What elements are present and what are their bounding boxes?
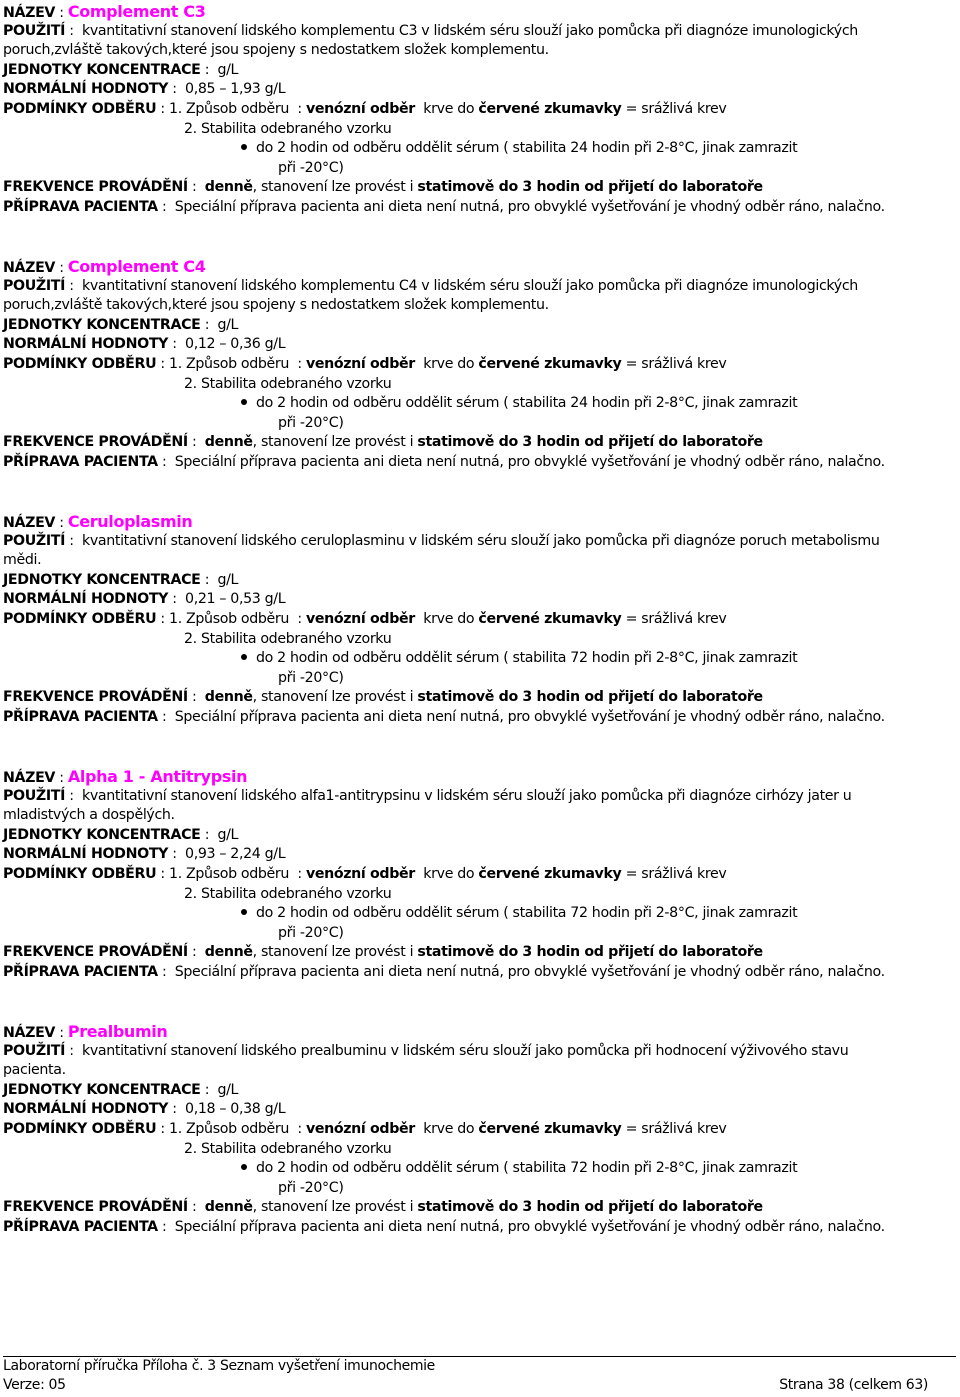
usage-label: POUŽITÍ — [3, 532, 66, 549]
test-name: Alpha 1 - Antitrypsin — [67, 767, 248, 786]
frequency-row: FREKVENCE PROVÁDĚNÍ : denně, stanovení lze provést i statimově do 3 hodin od přijetí do laboratoře — [3, 1199, 763, 1216]
normal-row: NORMÁLNÍ HODNOTY : 0,21 – 0,53 g/L — [3, 591, 286, 608]
normal-row: NORMÁLNÍ HODNOTY : 0,85 – 1,93 g/L — [3, 81, 286, 98]
name-row: NÁZEV : Complement C3 — [3, 2, 206, 21]
page-footer — [3, 1356, 956, 1395]
units-label: JEDNOTKY KONCENTRACE — [3, 826, 201, 843]
normal-label: NORMÁLNÍ HODNOTY — [3, 591, 169, 608]
preparation-text: Speciální příprava pacienta ani dieta není nutná, pro obvyklé vyšetřování je vhodný odběr ráno, nalačno. — [174, 1218, 885, 1235]
frequency-mid: , stanovení lze provést i — [252, 434, 414, 451]
bullet-row — [3, 904, 953, 924]
stability-text: 2. Stabilita odebraného vzorku — [184, 885, 392, 902]
preparation-label: PŘÍPRAVA PACIENTA — [3, 198, 158, 215]
sampling-end: = srážlivá krev — [625, 1120, 727, 1137]
usage-text: kvantitativní stanovení lidského komplementu C4 v lidském séru slouží jako pomůcka při diagnóze imunologických — [81, 277, 858, 294]
sampling-bold1: venózní odběr — [305, 1120, 415, 1137]
sampling-label: PODMÍNKY ODBĚRU — [3, 1120, 157, 1137]
sampling-mid: krve do — [423, 1120, 475, 1137]
bullet-cont-text: při -20°C) — [278, 159, 344, 176]
bullet-row — [3, 1159, 953, 1179]
usage-text: kvantitativní stanovení lidského alfa1-antitrypsinu v lidském séru slouží jako pomůcka při diagnóze cirhózy jater u — [81, 787, 852, 804]
usage-label: POUŽITÍ — [3, 277, 66, 294]
usage-row-cont — [3, 296, 953, 316]
units-value: g/L — [217, 316, 239, 333]
frequency-bold2: statimově do 3 hodin od přijetí do laboratoře — [417, 944, 763, 961]
sampling-method: Způsob odběru — [186, 355, 290, 372]
frequency-bold1: denně — [204, 689, 253, 706]
usage-text-cont: poruch,zvláště takových,které jsou spojeny s nedostatkem složek komplementu. — [3, 297, 549, 314]
units-row: JEDNOTKY KONCENTRACE : g/L — [3, 61, 239, 78]
preparation-text: Speciální příprava pacienta ani dieta není nutná, pro obvyklé vyšetřování je vhodný odběr ráno, nalačno. — [174, 708, 885, 725]
preparation-label: PŘÍPRAVA PACIENTA — [3, 1218, 158, 1235]
frequency-label: FREKVENCE PROVÁDĚNÍ — [3, 944, 188, 961]
test-entry — [3, 512, 953, 728]
frequency-bold2: statimově do 3 hodin od přijetí do laboratoře — [417, 1199, 763, 1216]
footer-version: Verze: 05 — [3, 1377, 66, 1393]
sampling-bold2: červené zkumavky — [478, 1120, 622, 1137]
frequency-bold1: denně — [204, 434, 253, 451]
bullet-row — [3, 394, 953, 414]
sampling-mid: krve do — [423, 865, 475, 882]
frequency-label: FREKVENCE PROVÁDĚNÍ — [3, 434, 188, 451]
bullet-icon — [241, 1164, 247, 1170]
sampling-end: = srážlivá krev — [625, 865, 727, 882]
preparation-row: PŘÍPRAVA PACIENTA : Speciální příprava pacienta ani dieta není nutná, pro obvyklé vyšetřování je vhodný odběr ráno, nalačno. — [3, 1218, 885, 1235]
stability-row — [3, 1140, 953, 1160]
bullet-cont-row — [3, 414, 953, 434]
units-value: g/L — [217, 61, 239, 78]
sampling-end: = srážlivá krev — [625, 355, 727, 372]
bullet-cont-row — [3, 1179, 953, 1199]
usage-row: POUŽITÍ : kvantitativní stanovení lidského komplementu C4 v lidském séru slouží jako pomůcka při diagnóze imunologických — [3, 277, 858, 294]
bullet-cont-text: při -20°C) — [278, 414, 344, 431]
usage-label: POUŽITÍ — [3, 1042, 66, 1059]
name-label: NÁZEV — [3, 5, 56, 21]
name-row: NÁZEV : Ceruloplasmin — [3, 512, 193, 531]
preparation-text: Speciální příprava pacienta ani dieta není nutná, pro obvyklé vyšetřování je vhodný odběr ráno, nalačno. — [174, 198, 885, 215]
usage-text: kvantitativní stanovení lidského prealbuminu v lidském séru slouží jako pomůcka při hodnocení výživového stavu — [81, 1042, 849, 1059]
sampling-bold2: červené zkumavky — [478, 100, 622, 117]
bullet-icon — [241, 144, 247, 150]
preparation-text: Speciální příprava pacienta ani dieta není nutná, pro obvyklé vyšetřování je vhodný odběr ráno, nalačno. — [174, 453, 885, 470]
usage-row-cont — [3, 1061, 953, 1081]
sampling-row: PODMÍNKY ODBĚRU : 1. Způsob odběru : venózní odběr krve do červené zkumavky = srážlivá krev — [3, 865, 727, 882]
name-row: NÁZEV : Alpha 1 - Antitrypsin — [3, 767, 248, 786]
frequency-bold1: denně — [204, 1199, 253, 1216]
usage-text: kvantitativní stanovení lidského komplementu C3 v lidském séru slouží jako pomůcka při diagnóze imunologických — [81, 22, 858, 39]
normal-value: 0,18 – 0,38 g/L — [185, 1101, 286, 1118]
frequency-row: FREKVENCE PROVÁDĚNÍ : denně, stanovení lze provést i statimově do 3 hodin od přijetí do laboratoře — [3, 434, 763, 451]
bullet-cont-row — [3, 924, 953, 944]
preparation-row: PŘÍPRAVA PACIENTA : Speciální příprava pacienta ani dieta není nutná, pro obvyklé vyšetřování je vhodný odběr ráno, nalačno. — [3, 198, 885, 215]
preparation-row: PŘÍPRAVA PACIENTA : Speciální příprava pacienta ani dieta není nutná, pro obvyklé vyšetřování je vhodný odběr ráno, nalačno. — [3, 963, 885, 980]
normal-label: NORMÁLNÍ HODNOTY — [3, 81, 169, 98]
bullet-text: do 2 hodin od odběru oddělit sérum ( stabilita 72 hodin při 2-8°C, jinak zamrazit — [256, 650, 798, 667]
test-entry — [3, 2, 953, 218]
usage-row-cont — [3, 551, 953, 571]
sampling-label: PODMÍNKY ODBĚRU — [3, 355, 157, 372]
frequency-mid: , stanovení lze provést i — [252, 179, 414, 196]
normal-row: NORMÁLNÍ HODNOTY : 0,12 – 0,36 g/L — [3, 336, 286, 353]
normal-row: NORMÁLNÍ HODNOTY : 0,18 – 0,38 g/L — [3, 1101, 286, 1118]
units-label: JEDNOTKY KONCENTRACE — [3, 571, 201, 588]
sampling-bold1: venózní odběr — [305, 610, 415, 627]
bullet-cont-text: při -20°C) — [278, 924, 344, 941]
sampling-bold1: venózní odběr — [305, 100, 415, 117]
footer-title-row — [3, 1357, 956, 1376]
bullet-cont-row — [3, 159, 953, 179]
name-label: NÁZEV — [3, 1025, 56, 1041]
frequency-row: FREKVENCE PROVÁDĚNÍ : denně, stanovení lze provést i statimově do 3 hodin od přijetí do laboratoře — [3, 179, 763, 196]
preparation-row: PŘÍPRAVA PACIENTA : Speciální příprava pacienta ani dieta není nutná, pro obvyklé vyšetřování je vhodný odběr ráno, nalačno. — [3, 453, 885, 470]
test-name: Complement C4 — [67, 257, 206, 276]
sampling-end: = srážlivá krev — [625, 100, 727, 117]
name-row: NÁZEV : Complement C4 — [3, 257, 206, 276]
sampling-end: = srážlivá krev — [625, 610, 727, 627]
frequency-mid: , stanovení lze provést i — [252, 1199, 414, 1216]
test-entry — [3, 1022, 953, 1238]
bullet-text: do 2 hodin od odběru oddělit sérum ( stabilita 72 hodin při 2-8°C, jinak zamrazit — [256, 905, 798, 922]
sampling-num: 1. — [169, 100, 182, 117]
usage-text-cont: mědi. — [3, 552, 42, 569]
sampling-num: 1. — [169, 610, 182, 627]
usage-label: POUŽITÍ — [3, 22, 66, 39]
usage-row-cont — [3, 806, 953, 826]
frequency-row: FREKVENCE PROVÁDĚNÍ : denně, stanovení lze provést i statimově do 3 hodin od přijetí do laboratoře — [3, 944, 763, 961]
test-entry — [3, 767, 953, 983]
footer-page-number: Strana 38 (celkem 63) — [779, 1377, 928, 1393]
sampling-mid: krve do — [423, 610, 475, 627]
frequency-mid: , stanovení lze provést i — [252, 689, 414, 706]
usage-row: POUŽITÍ : kvantitativní stanovení lidského ceruloplasminu v lidském séru slouží jako pomůcka při diagnóze poruch metabolismu — [3, 532, 880, 549]
bullet-cont-row — [3, 669, 953, 689]
frequency-label: FREKVENCE PROVÁDĚNÍ — [3, 1199, 188, 1216]
sampling-method: Způsob odběru — [186, 1120, 290, 1137]
sampling-label: PODMÍNKY ODBĚRU — [3, 865, 157, 882]
sampling-label: PODMÍNKY ODBĚRU — [3, 610, 157, 627]
preparation-row: PŘÍPRAVA PACIENTA : Speciální příprava pacienta ani dieta není nutná, pro obvyklé vyšetřování je vhodný odběr ráno, nalačno. — [3, 708, 885, 725]
footer-version-row — [3, 1376, 956, 1395]
units-label: JEDNOTKY KONCENTRACE — [3, 316, 201, 333]
bullet-text: do 2 hodin od odběru oddělit sérum ( stabilita 24 hodin při 2-8°C, jinak zamrazit — [256, 395, 798, 412]
sampling-mid: krve do — [423, 355, 475, 372]
preparation-label: PŘÍPRAVA PACIENTA — [3, 453, 158, 470]
units-label: JEDNOTKY KONCENTRACE — [3, 1081, 201, 1098]
normal-row: NORMÁLNÍ HODNOTY : 0,93 – 2,24 g/L — [3, 846, 286, 863]
sampling-method: Způsob odběru — [186, 100, 290, 117]
bullet-cont-text: při -20°C) — [278, 669, 344, 686]
usage-text: kvantitativní stanovení lidského ceruloplasminu v lidském séru slouží jako pomůcka při diagnóze poruch metabolismu — [81, 532, 880, 549]
units-row: JEDNOTKY KONCENTRACE : g/L — [3, 826, 239, 843]
units-row: JEDNOTKY KONCENTRACE : g/L — [3, 1081, 239, 1098]
name-label: NÁZEV — [3, 515, 56, 531]
sampling-num: 1. — [169, 1120, 182, 1137]
stability-text: 2. Stabilita odebraného vzorku — [184, 630, 392, 647]
sampling-bold2: červené zkumavky — [478, 610, 622, 627]
normal-label: NORMÁLNÍ HODNOTY — [3, 1101, 169, 1118]
sampling-row: PODMÍNKY ODBĚRU : 1. Způsob odběru : venózní odběr krve do červené zkumavky = srážlivá krev — [3, 1120, 727, 1137]
stability-text: 2. Stabilita odebraného vzorku — [184, 375, 392, 392]
bullet-row — [3, 649, 953, 669]
frequency-bold1: denně — [204, 179, 253, 196]
bullet-text: do 2 hodin od odběru oddělit sérum ( stabilita 24 hodin při 2-8°C, jinak zamrazit — [256, 140, 798, 157]
units-value: g/L — [217, 571, 239, 588]
preparation-label: PŘÍPRAVA PACIENTA — [3, 708, 158, 725]
usage-text-cont: mladistvých a dospělých. — [3, 807, 175, 824]
bullet-icon — [241, 909, 247, 915]
normal-label: NORMÁLNÍ HODNOTY — [3, 846, 169, 863]
normal-value: 0,21 – 0,53 g/L — [185, 591, 286, 608]
normal-value: 0,12 – 0,36 g/L — [185, 336, 286, 353]
sampling-row: PODMÍNKY ODBĚRU : 1. Způsob odběru : venózní odběr krve do červené zkumavky = srážlivá krev — [3, 100, 727, 117]
stability-text: 2. Stabilita odebraného vzorku — [184, 120, 392, 137]
bullet-text: do 2 hodin od odběru oddělit sérum ( stabilita 72 hodin při 2-8°C, jinak zamrazit — [256, 1160, 798, 1177]
units-value: g/L — [217, 826, 239, 843]
usage-row-cont — [3, 41, 953, 61]
frequency-bold2: statimově do 3 hodin od přijetí do laboratoře — [417, 179, 763, 196]
name-label: NÁZEV — [3, 770, 56, 786]
usage-text-cont: poruch,zvláště takových,které jsou spojeny s nedostatkem složek komplementu. — [3, 42, 549, 59]
frequency-label: FREKVENCE PROVÁDĚNÍ — [3, 179, 188, 196]
normal-value: 0,93 – 2,24 g/L — [185, 846, 286, 863]
frequency-bold1: denně — [204, 944, 253, 961]
frequency-bold2: statimově do 3 hodin od přijetí do laboratoře — [417, 434, 763, 451]
stability-text: 2. Stabilita odebraného vzorku — [184, 1140, 392, 1157]
sampling-row: PODMÍNKY ODBĚRU : 1. Způsob odběru : venózní odběr krve do červené zkumavky = srážlivá krev — [3, 610, 727, 627]
units-label: JEDNOTKY KONCENTRACE — [3, 61, 201, 78]
usage-label: POUŽITÍ — [3, 787, 66, 804]
sampling-bold1: venózní odběr — [305, 865, 415, 882]
sampling-bold2: červené zkumavky — [478, 865, 622, 882]
sampling-bold2: červené zkumavky — [478, 355, 622, 372]
preparation-text: Speciální příprava pacienta ani dieta není nutná, pro obvyklé vyšetřování je vhodný odběr ráno, nalačno. — [174, 963, 885, 980]
test-name: Complement C3 — [67, 2, 206, 21]
sampling-row: PODMÍNKY ODBĚRU : 1. Způsob odběru : venózní odběr krve do červené zkumavky = srážlivá krev — [3, 355, 727, 372]
normal-value: 0,85 – 1,93 g/L — [185, 81, 286, 98]
usage-row: POUŽITÍ : kvantitativní stanovení lidského prealbuminu v lidském séru slouží jako pomůcka při hodnocení výživového stavu — [3, 1042, 849, 1059]
name-label: NÁZEV — [3, 260, 56, 276]
usage-row: POUŽITÍ : kvantitativní stanovení lidského alfa1-antitrypsinu v lidském séru slouží jako pomůcka při diagnóze cirhózy jater u — [3, 787, 852, 804]
sampling-bold1: venózní odběr — [305, 355, 415, 372]
sampling-num: 1. — [169, 865, 182, 882]
units-row: JEDNOTKY KONCENTRACE : g/L — [3, 571, 239, 588]
units-row: JEDNOTKY KONCENTRACE : g/L — [3, 316, 239, 333]
sampling-mid: krve do — [423, 100, 475, 117]
bullet-icon — [241, 399, 247, 405]
sampling-num: 1. — [169, 355, 182, 372]
bullet-cont-text: při -20°C) — [278, 1179, 344, 1196]
stability-row — [3, 120, 953, 140]
name-row: NÁZEV : Prealbumin — [3, 1022, 168, 1041]
stability-row — [3, 630, 953, 650]
test-name: Ceruloplasmin — [67, 512, 193, 531]
preparation-label: PŘÍPRAVA PACIENTA — [3, 963, 158, 980]
units-value: g/L — [217, 1081, 239, 1098]
usage-row: POUŽITÍ : kvantitativní stanovení lidského komplementu C3 v lidském séru slouží jako pomůcka při diagnóze imunologických — [3, 22, 858, 39]
sampling-label: PODMÍNKY ODBĚRU — [3, 100, 157, 117]
frequency-label: FREKVENCE PROVÁDĚNÍ — [3, 689, 188, 706]
footer-title: Laboratorní příručka Příloha č. 3 Seznam vyšetření imunochemie — [3, 1358, 435, 1374]
usage-text-cont: pacienta. — [3, 1062, 66, 1079]
normal-label: NORMÁLNÍ HODNOTY — [3, 336, 169, 353]
frequency-mid: , stanovení lze provést i — [252, 944, 414, 961]
bullet-row — [3, 139, 953, 159]
frequency-bold2: statimově do 3 hodin od přijetí do laboratoře — [417, 689, 763, 706]
sampling-method: Způsob odběru — [186, 865, 290, 882]
sampling-method: Způsob odběru — [186, 610, 290, 627]
bullet-icon — [241, 654, 247, 660]
test-name: Prealbumin — [67, 1022, 168, 1041]
test-entry — [3, 257, 953, 473]
frequency-row: FREKVENCE PROVÁDĚNÍ : denně, stanovení lze provést i statimově do 3 hodin od přijetí do laboratoře — [3, 689, 763, 706]
stability-row — [3, 885, 953, 905]
stability-row — [3, 375, 953, 395]
